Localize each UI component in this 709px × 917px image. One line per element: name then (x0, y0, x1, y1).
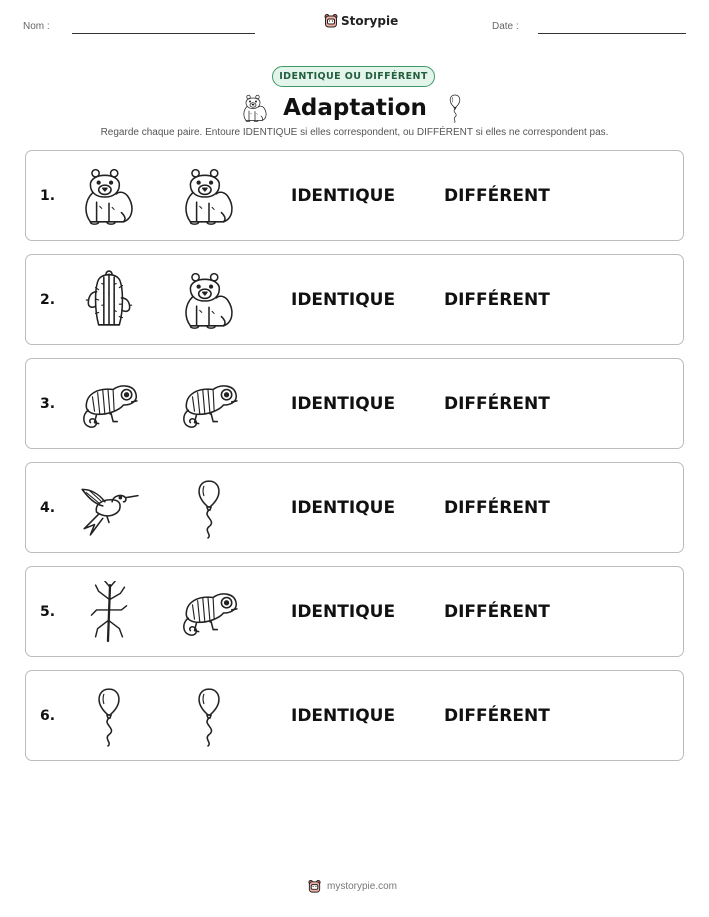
right-picture (178, 581, 240, 643)
chameleon-icon (78, 373, 140, 435)
row-number: 5. (40, 603, 56, 620)
name-label: Nom : (23, 21, 50, 32)
different-option[interactable]: DIFFÉRENT (444, 393, 550, 414)
left-picture (78, 581, 140, 643)
row-number: 1. (40, 187, 56, 204)
page-title: Adaptation (283, 95, 427, 121)
different-option[interactable]: DIFFÉRENT (444, 601, 550, 622)
balloon-icon (440, 93, 470, 123)
exercise-row (25, 358, 684, 449)
identique-option[interactable]: IDENTIQUE (291, 601, 396, 622)
instructions: Regarde chaque paire. Entoure IDENTIQUE si elles correspondent, ou DIFFÉRENT si elles ne correspondent pas. (100, 127, 609, 138)
footer (307, 879, 397, 894)
left-picture (78, 685, 140, 747)
row-number: 2. (40, 291, 56, 308)
left-picture (78, 269, 140, 331)
polar-bear-icon (178, 269, 240, 331)
right-picture (178, 269, 240, 331)
exercise-row (25, 150, 684, 241)
different-option[interactable]: DIFFÉRENT (444, 705, 550, 726)
row-number: 4. (40, 499, 56, 516)
brand-logo (323, 13, 398, 29)
polar-bear-icon (240, 93, 270, 123)
cactus-icon (78, 269, 140, 331)
different-option[interactable]: DIFFÉRENT (444, 497, 550, 518)
worksheet-type-badge: IDENTIQUE OU DIFFÉRENT (272, 66, 435, 87)
balloon-icon (78, 685, 140, 747)
left-picture (78, 373, 140, 435)
stick-insect-icon (78, 581, 140, 643)
right-picture (178, 685, 240, 747)
identique-option[interactable]: IDENTIQUE (291, 185, 396, 206)
date-line[interactable] (538, 33, 686, 34)
identique-option[interactable]: IDENTIQUE (291, 393, 396, 414)
chameleon-icon (178, 581, 240, 643)
right-picture (178, 165, 240, 227)
footer-url[interactable]: mystorypie.com (327, 881, 398, 892)
hummingbird-icon (78, 477, 140, 539)
right-picture (178, 477, 240, 539)
different-option[interactable]: DIFFÉRENT (444, 185, 550, 206)
left-picture (78, 165, 140, 227)
exercise-row (25, 254, 684, 345)
brand-name: Storypie (341, 14, 399, 28)
row-number: 3. (40, 395, 56, 412)
exercise-row (25, 462, 684, 553)
storypie-logo-icon (307, 879, 322, 894)
balloon-icon (178, 477, 240, 539)
identique-option[interactable]: IDENTIQUE (291, 289, 396, 310)
row-number: 6. (40, 707, 56, 724)
name-line[interactable] (72, 33, 255, 34)
identique-option[interactable]: IDENTIQUE (291, 705, 396, 726)
storypie-logo-icon (323, 13, 339, 29)
left-picture (78, 477, 140, 539)
polar-bear-icon (178, 165, 240, 227)
exercise-row (25, 566, 684, 657)
exercise-row (25, 670, 684, 761)
right-picture (178, 373, 240, 435)
different-option[interactable]: DIFFÉRENT (444, 289, 550, 310)
date-label: Date : (492, 21, 519, 32)
balloon-icon (178, 685, 240, 747)
identique-option[interactable]: IDENTIQUE (291, 497, 396, 518)
polar-bear-icon (78, 165, 140, 227)
title-block (240, 90, 470, 126)
chameleon-icon (178, 373, 240, 435)
